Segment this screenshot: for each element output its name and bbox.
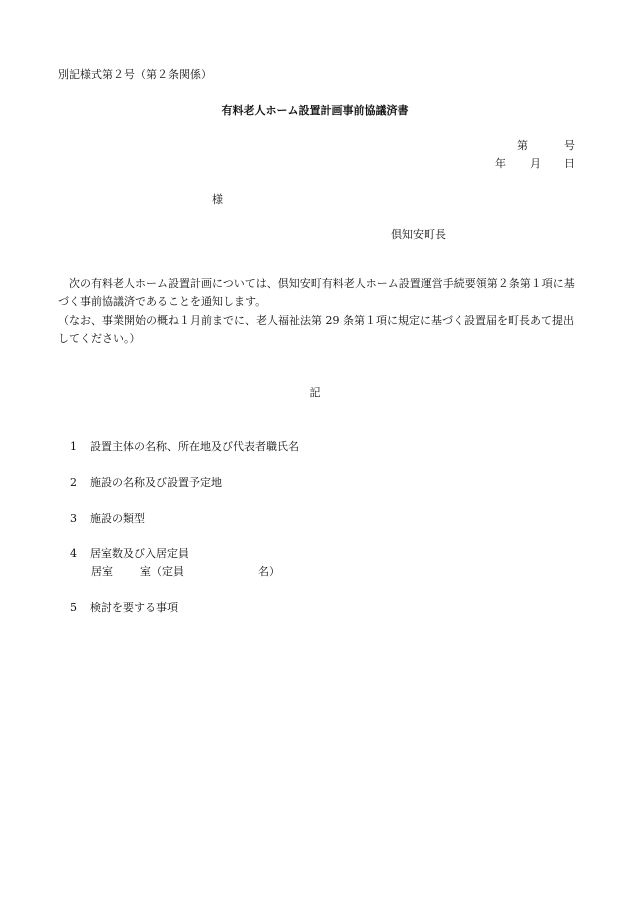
item-label: 設置主体の名称、所在地及び代表者職氏名 — [90, 440, 299, 453]
addressee-suffix: 様 — [212, 193, 223, 206]
item-number: 2 — [70, 476, 77, 489]
date-day-label: 日 — [564, 157, 575, 170]
capacity-unit-label: 名） — [258, 565, 280, 578]
document-number-prefix: 第 — [517, 139, 528, 152]
list-item — [70, 599, 178, 617]
ki-heading: 記 — [309, 386, 321, 399]
form-number: 別記様式第２号（第２条関係） — [58, 68, 212, 81]
document-number-suffix: 号 — [564, 139, 575, 152]
notice-paragraph: 次の有料老人ホーム設置計画については、倶知安町有料老人ホーム設置運営手続要領第２条第１項に基づく事前協議済であることを通知します。 — [58, 277, 575, 308]
item-label: 居室数及び入居定員 — [90, 547, 189, 560]
room-label: 居室 — [91, 565, 113, 578]
item-number: 3 — [70, 512, 77, 525]
list-item — [70, 474, 222, 492]
item-number: 5 — [70, 601, 77, 614]
list-item — [70, 510, 145, 528]
item-label: 施設の名称及び設置予定地 — [90, 476, 222, 489]
document-title: 有料老人ホーム設置計画事前協議済書 — [221, 104, 409, 117]
date-month-label: 月 — [530, 157, 541, 170]
item-label: 施設の類型 — [90, 512, 145, 525]
item-number: 1 — [70, 440, 77, 453]
issuer-name: 倶知安町長 — [391, 228, 446, 241]
list-item — [70, 438, 299, 456]
item-number: 4 — [70, 547, 77, 560]
notice-note: （なお、事業開始の概ね１月前までに、老人福祉法第 29 条第１項に規定に基づく設置届を町長あて提出してください。） — [58, 314, 574, 345]
list-item — [70, 545, 189, 563]
date-year-label: 年 — [495, 157, 506, 170]
room-unit-label: 室（定員 — [140, 565, 184, 578]
room-capacity-line — [91, 563, 280, 581]
item-label: 検討を要する事項 — [90, 601, 178, 614]
